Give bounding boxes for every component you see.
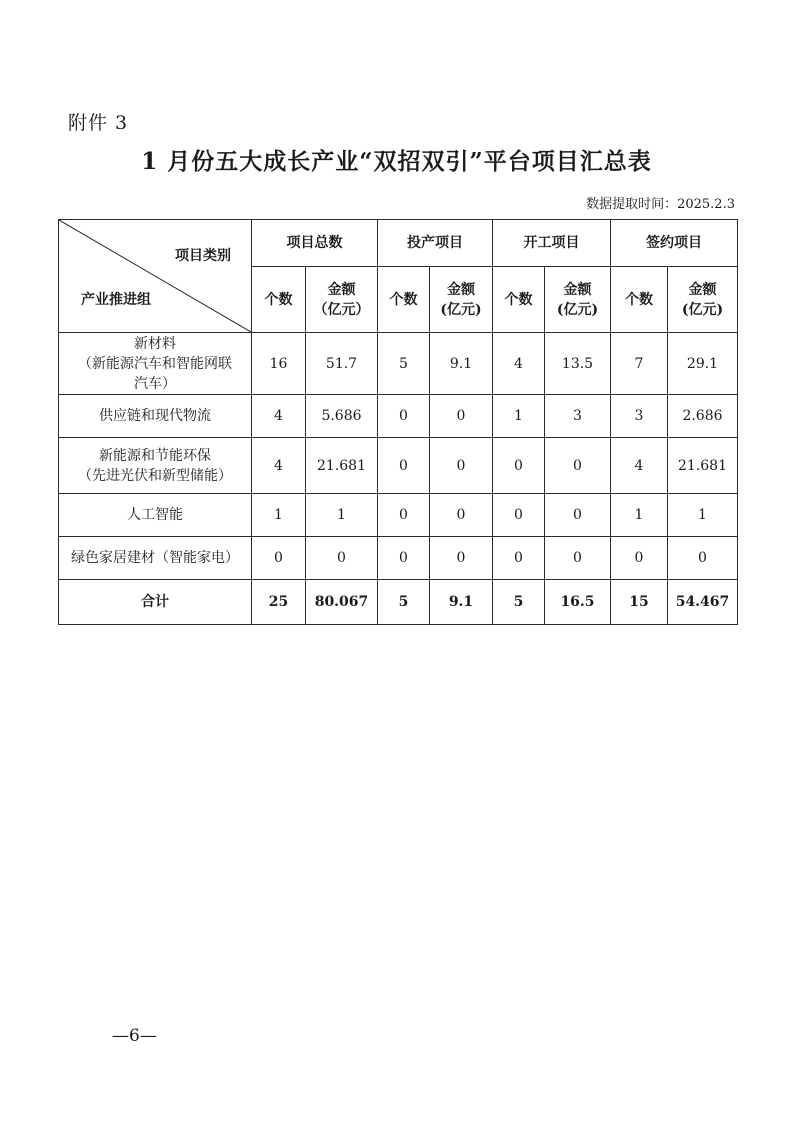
cell-production-count: 0 <box>378 494 430 537</box>
cell-signed-amount: 29.1 <box>668 333 738 395</box>
corner-header-cell <box>59 220 252 333</box>
cell-signed-count: 1 <box>611 494 668 537</box>
table-row <box>59 438 738 494</box>
corner-label-category: 项目类别 <box>175 248 231 264</box>
row-label: 新能源和节能环保 （先进光伏和新型储能） <box>59 438 252 494</box>
table-row <box>59 494 738 537</box>
total-signed-amount: 54.467 <box>668 580 738 625</box>
subheader-amount: 金额 (亿元) <box>430 267 493 333</box>
group-header-signed: 签约项目 <box>611 220 738 267</box>
header-row-groups <box>59 220 738 267</box>
cell-production-amount: 0 <box>430 438 493 494</box>
cell-production-amount: 0 <box>430 537 493 580</box>
cell-signed-count: 4 <box>611 438 668 494</box>
cell-production-amount: 0 <box>430 395 493 438</box>
total-total-amount: 80.067 <box>306 580 378 625</box>
table-row <box>59 395 738 438</box>
cell-started-count: 4 <box>493 333 545 395</box>
cell-total-amount: 51.7 <box>306 333 378 395</box>
row-label: 新材料 （新能源汽车和智能网联 汽车） <box>59 333 252 395</box>
total-signed-count: 15 <box>611 580 668 625</box>
cell-production-count: 0 <box>378 537 430 580</box>
subheader-count: 个数 <box>493 267 545 333</box>
cell-signed-amount: 1 <box>668 494 738 537</box>
table-row <box>59 333 738 395</box>
cell-started-amount: 0 <box>545 438 611 494</box>
cell-started-amount: 0 <box>545 494 611 537</box>
total-total-count: 25 <box>252 580 306 625</box>
cell-started-amount: 13.5 <box>545 333 611 395</box>
row-label: 人工智能 <box>59 494 252 537</box>
subheader-count: 个数 <box>252 267 306 333</box>
cell-signed-count: 3 <box>611 395 668 438</box>
total-started-count: 5 <box>493 580 545 625</box>
cell-total-count: 1 <box>252 494 306 537</box>
subheader-amount: 金额 （亿元） <box>306 267 378 333</box>
cell-total-amount: 5.686 <box>306 395 378 438</box>
cell-started-amount: 3 <box>545 395 611 438</box>
cell-production-amount: 9.1 <box>430 333 493 395</box>
summary-table <box>58 219 738 625</box>
cell-signed-amount: 0 <box>668 537 738 580</box>
cell-total-count: 16 <box>252 333 306 395</box>
total-label: 合计 <box>59 580 252 625</box>
page-title: 1 月份五大成长产业“双招双引”平台项目汇总表 <box>141 148 652 175</box>
attachment-label: 附件 3 <box>68 112 129 134</box>
cell-signed-count: 7 <box>611 333 668 395</box>
cell-total-amount: 0 <box>306 537 378 580</box>
subheader-count: 个数 <box>611 267 668 333</box>
cell-total-amount: 21.681 <box>306 438 378 494</box>
corner-label-group: 产业推进组 <box>81 292 151 308</box>
cell-total-count: 4 <box>252 438 306 494</box>
row-label: 绿色家居建材（智能家电） <box>59 537 252 580</box>
cell-production-count: 5 <box>378 333 430 395</box>
cell-total-amount: 1 <box>306 494 378 537</box>
cell-total-count: 0 <box>252 537 306 580</box>
cell-production-amount: 0 <box>430 494 493 537</box>
cell-started-amount: 0 <box>545 537 611 580</box>
cell-signed-count: 0 <box>611 537 668 580</box>
cell-total-count: 4 <box>252 395 306 438</box>
total-row <box>59 580 738 625</box>
total-production-amount: 9.1 <box>430 580 493 625</box>
data-extraction-time: 数据提取时间：2025.2.3 <box>586 197 735 212</box>
subheader-amount: 金额 (亿元) <box>545 267 611 333</box>
group-header-production: 投产项目 <box>378 220 493 267</box>
subheader-amount: 金额 (亿元) <box>668 267 738 333</box>
total-started-amount: 16.5 <box>545 580 611 625</box>
subheader-count: 个数 <box>378 267 430 333</box>
group-header-total: 项目总数 <box>252 220 378 267</box>
cell-signed-amount: 21.681 <box>668 438 738 494</box>
cell-production-count: 0 <box>378 395 430 438</box>
diagonal-divider <box>59 220 251 332</box>
cell-started-count: 0 <box>493 494 545 537</box>
row-label: 供应链和现代物流 <box>59 395 252 438</box>
cell-signed-amount: 2.686 <box>668 395 738 438</box>
cell-started-count: 0 <box>493 537 545 580</box>
group-header-started: 开工项目 <box>493 220 611 267</box>
page-number: —6— <box>112 1026 157 1046</box>
total-production-count: 5 <box>378 580 430 625</box>
table-row <box>59 537 738 580</box>
cell-started-count: 1 <box>493 395 545 438</box>
cell-production-count: 0 <box>378 438 430 494</box>
cell-started-count: 0 <box>493 438 545 494</box>
